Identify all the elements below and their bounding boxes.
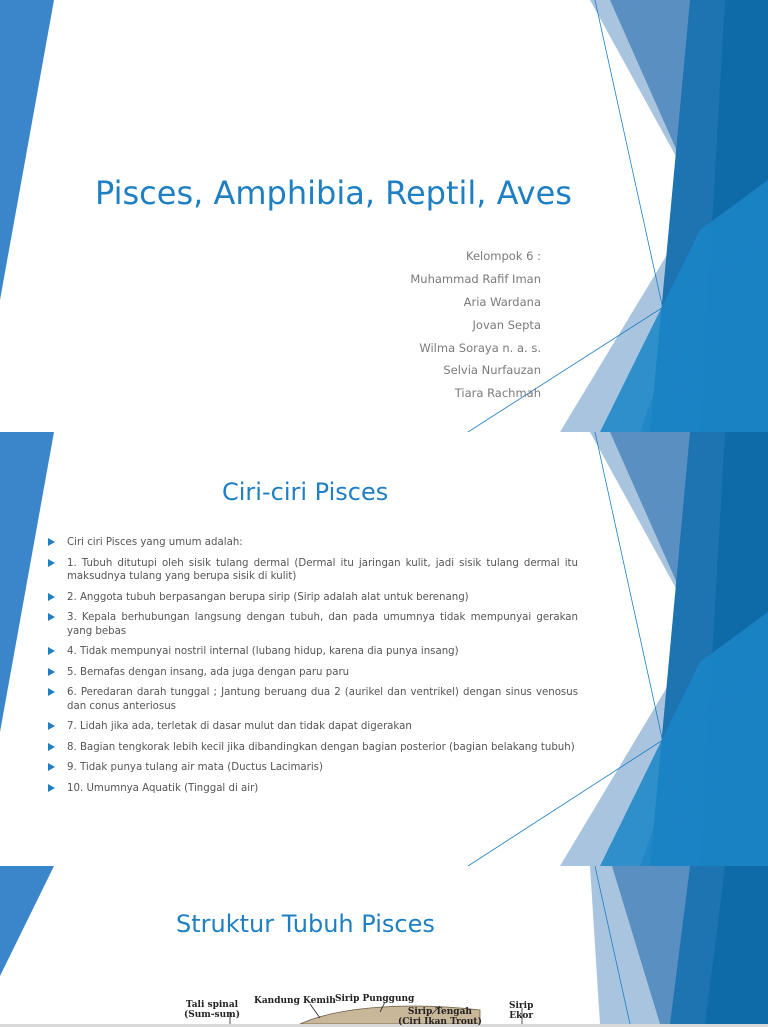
bullet-arrow-icon (48, 613, 55, 621)
list-item: 6. Peredaran darah tunggal ; Jantung beruang dua 2 (aurikel dan ventrikel) dengan sinus venosus dan conus anteriosus (48, 686, 578, 713)
slide-heading: Ciri-ciri Pisces (222, 478, 389, 506)
list-item: 2. Anggota tubuh berpasangan berupa sirip (Sirip adalah alat untuk berenang) (48, 591, 578, 605)
list-item: 1. Tubuh ditutupi oleh sisik tulang dermal (Dermal itu jaringan kulit, jadi sisik tulang dermal itu maksudnya tulang yang berupa sisik di kulit) (48, 557, 578, 584)
label-tali-spinal: Tali spinal (Sum-sum) (184, 1000, 240, 1020)
member-name: Selvia Nurfauzan (443, 363, 541, 377)
list-item: 7. Lidah jika ada, terletak di dasar mulut dan tidak dapat digerakan (48, 720, 578, 734)
member-name: Wilma Soraya n. a. s. (419, 341, 541, 355)
member-name: Aria Wardana (463, 295, 541, 309)
slide-heading: Struktur Tubuh Pisces (176, 910, 435, 938)
bullet-list (48, 536, 578, 802)
slide-title (0, 0, 768, 432)
label-sirip-tengah: Sirip Tengah (Ciri Ikan Trout) (398, 1007, 482, 1027)
list-item: 5. Bernafas dengan insang, ada juga dengan paru paru (48, 666, 578, 680)
bullet-arrow-icon (48, 763, 55, 771)
list-item: 8. Bagian tengkorak lebih kecil jika dibandingkan dengan bagian posterior (bagian belakang tubuh) (48, 741, 578, 755)
bullet-arrow-icon (48, 688, 55, 696)
list-item: 9. Tidak punya tulang air mata (Ductus Lacimaris) (48, 761, 578, 775)
group-label: Kelompok 6 : (466, 249, 541, 263)
member-name: Jovan Septa (472, 318, 541, 332)
bullet-arrow-icon (48, 647, 55, 655)
bullet-arrow-icon (48, 722, 55, 730)
bullet-arrow-icon (48, 593, 55, 601)
page-title: Pisces, Amphibia, Reptil, Aves (95, 174, 572, 212)
member-name: Muhammad Rafif Iman (410, 272, 541, 286)
label-sirip-ekor: Sirip Ekor (509, 1001, 534, 1021)
label-sirip-punggung: Sirip Punggung (335, 994, 415, 1004)
list-item: 3. Kepala berhubungan langsung dengan tubuh, dan pada umumnya tidak mempunyai gerakan yang bebas (48, 611, 578, 638)
label-kandung-kemih: Kandung Kemih (254, 996, 336, 1006)
bullet-arrow-icon (48, 743, 55, 751)
bullet-arrow-icon (48, 538, 55, 546)
bullet-arrow-icon (48, 784, 55, 792)
list-item: 10. Umumnya Aquatik (Tinggal di air) (48, 782, 578, 796)
list-item: Ciri ciri Pisces yang umum adalah: (48, 536, 578, 550)
slide-decoration (0, 0, 768, 432)
list-item: 4. Tidak mempunyai nostril internal (lubang hidup, karena dia punya insang) (48, 645, 578, 659)
member-name: Tiara Rachmah (454, 386, 541, 400)
bullet-arrow-icon (48, 559, 55, 567)
bullet-arrow-icon (48, 668, 55, 676)
